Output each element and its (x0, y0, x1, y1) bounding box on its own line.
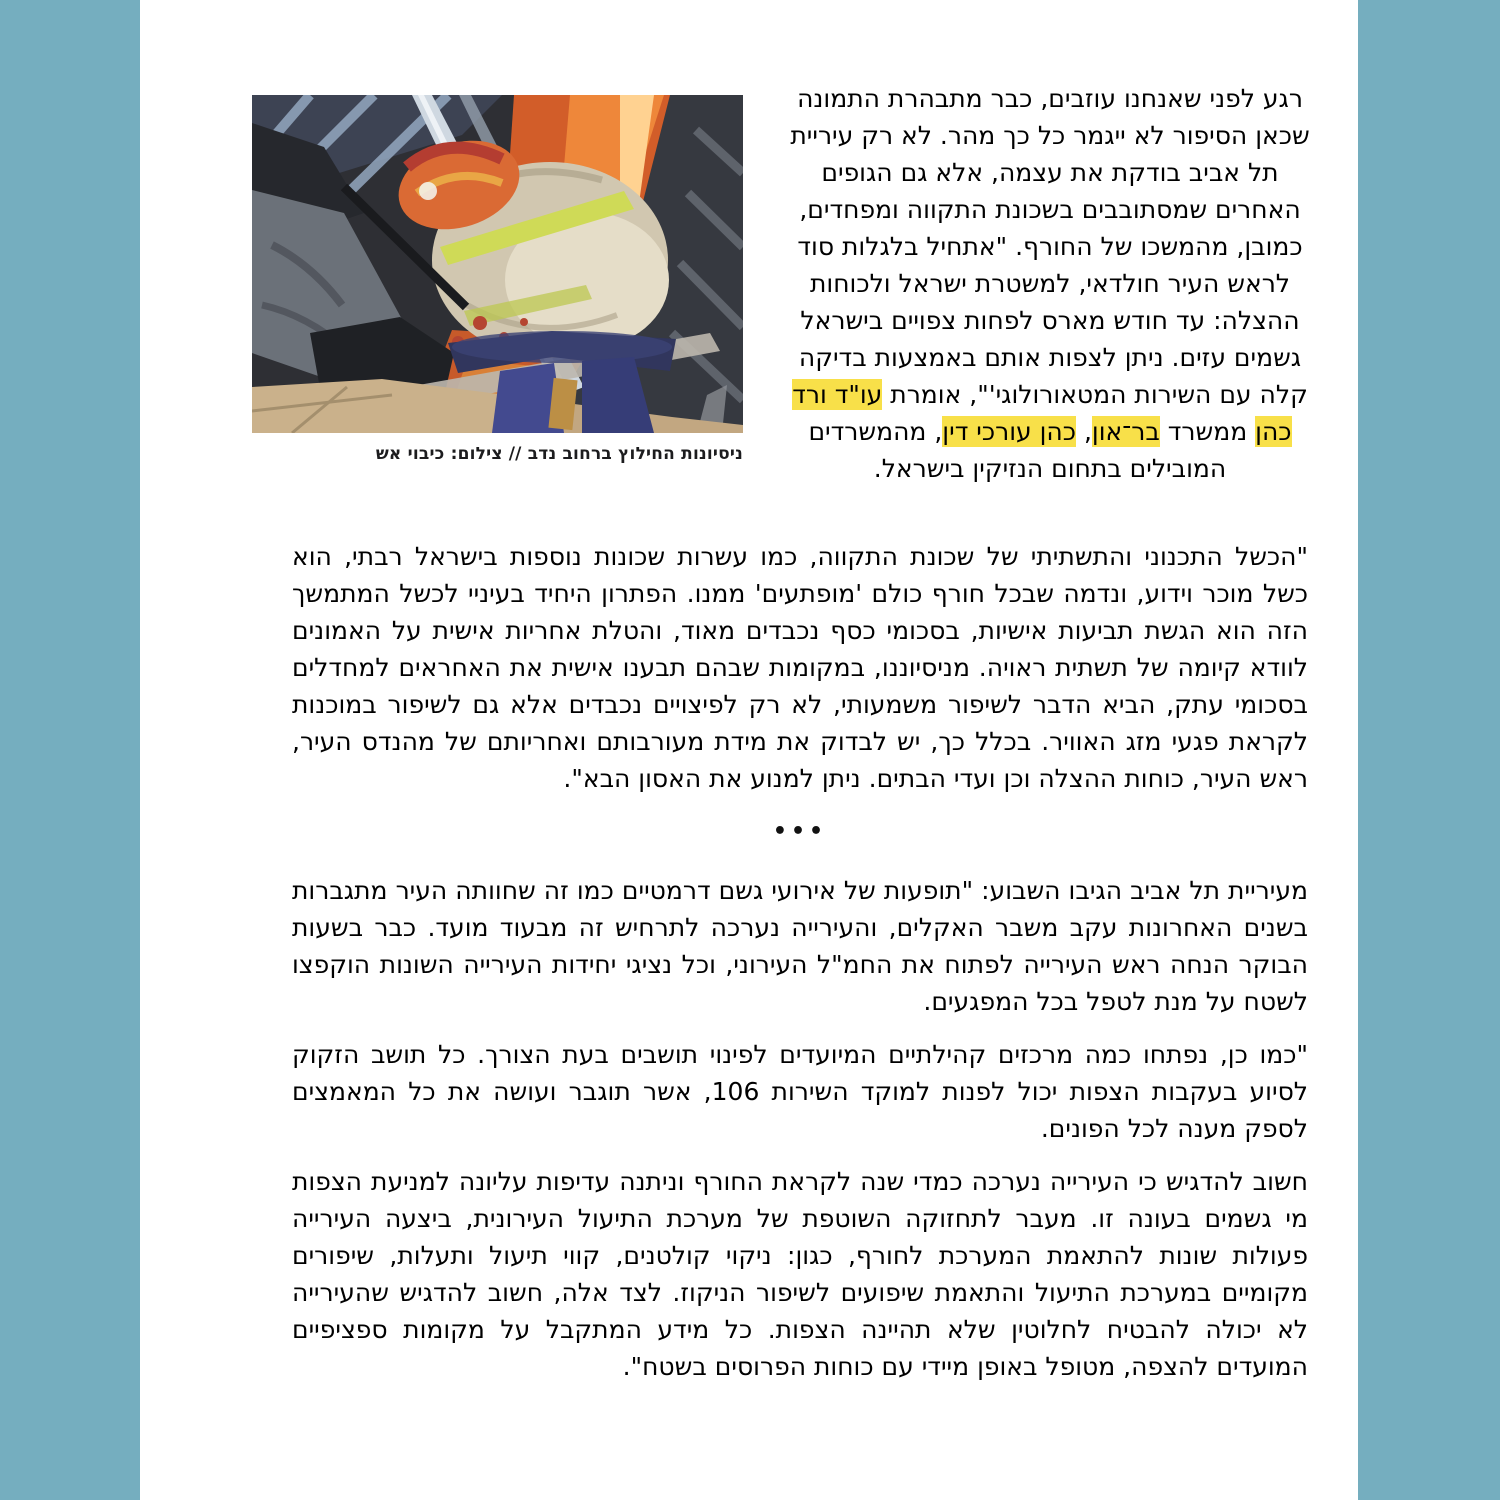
article-body (292, 538, 1308, 1401)
article-paragraph: חשוב להדגיש כי העירייה נערכה כמדי שנה לקראת החורף וניתנה עדיפות עליונה למניעת הצפות מי גשמים בעונה זו. מעבר לתחזוקה השוטפת של מערכת התיעול העירונית, ביצעה העירייה פעולות שונות להתאמת המערכת לחורף, כגון: ניקוי קולטנים, קווי תיעול ותעלות, שיפורים מקומיים במערכת התיעול והתאמת שיפועים לשיפור הניקוז. לצד אלה, חשוב להדגיש שהעירייה לא יכולה להבטיח לחלוטין שלא תהיינה הצפות. כל מידע המתקבל על מקומות ספציפיים המועדים להצפה, מטופל באופן מיידי עם כוחות הפרוסים בשטח". (292, 1167, 1308, 1381)
article-paragraph: "הכשל התכנוני והתשתיתי של שכונת התקווה, כמו עשרות שכונות נוספות בישראל רבתי, הוא כשל מוכר וידוע, ונדמה שבכל חורף כולם 'מופתעים' ממנו. הפתרון היחיד בעיניי לכשל המתמשך הזה הוא הגשת תביעות אישיות, בסכומי כסף נכבדים מאוד, והטלת אחריות אישית על האמונים לוודא קיומה של תשתית ראויה. מניסיוננו, במקומות שבהם תבענו אישית את האחראים למחדלים בסכומי עתק, הביא הדבר לשיפור משמעותי, לא רק לפיצויים נכבדים אלא גם לשיפור במוכנות לקראת פגעי מזג האוויר. בכלל כך, יש לבדוק את מידת מעורבותם ואחריותם של מהנדס העיר, ראש העיר, כוחות ההצלה וכן ועדי הבתים. ניתן למנוע את האסון הבא". (292, 542, 1308, 793)
article-photo (252, 95, 743, 464)
rescue-photo-illustration (252, 95, 743, 433)
intro-column: רגע לפני שאנחנו עוזבים, כבר מתבהרת התמונה שכאן הסיפור לא ייגמר כל כך מהר. לא רק עיריית תל אביב בודקת את עצמה, אלא גם הגופים האחרים שמסתובבים בשכונת התקווה ומפחדים, כמובן, מהמשכו של החורף. "אתחיל בלגלות סוד לראש העיר חולדאי, למשטרת ישראל ולכוחות ההצלה: עד חודש מארס לפחות צפויים בישראל גשמים עזים. ניתן לצפות אותם באמצעות בדיקה קלה עם השירות המטאורולוגי'", אומרת עו"ד ורד כהן ממשרד בר־און, כהן עורכי דין, מהמשרדים המובילים בתחום הנזיקין בישראל. (790, 84, 1310, 483)
left-margin-band (0, 0, 140, 1500)
article-paragraph: "כמו כן, נפתחו כמה מרכזים קהילתיים המיועדים לפינוי תושבים בעת הצורך. כל תושב הזקוק לסיוע בעקבות הצפות יכול לפנות למוקד השירות 106, אשר תוגבר ועושה את כל המאמצים לספק מענה לכל הפונים. (292, 1040, 1308, 1143)
right-margin-band (1358, 0, 1500, 1500)
section-separator: ••• (772, 819, 828, 844)
article-paragraph: מעיריית תל אביב הגיבו השבוע: "תופעות של אירועי גשם דרמטיים כמו זה שחוותה העיר מתגברות בשנים האחרונות עקב משבר האקלים, והעירייה נערכה לתרחיש זה מבעוד מועד. כבר בשעות הבוקר הנחה ראש העירייה לפתוח את החמ"ל העירוני, וכל נציגי יחידות העירייה השונות הוקפצו לשטח על מנת לטפל בכל המפגעים. (292, 876, 1308, 1016)
photo-caption: ניסיונות החילוץ ברחוב נדב // צילום: כיבוי אש (375, 444, 743, 464)
